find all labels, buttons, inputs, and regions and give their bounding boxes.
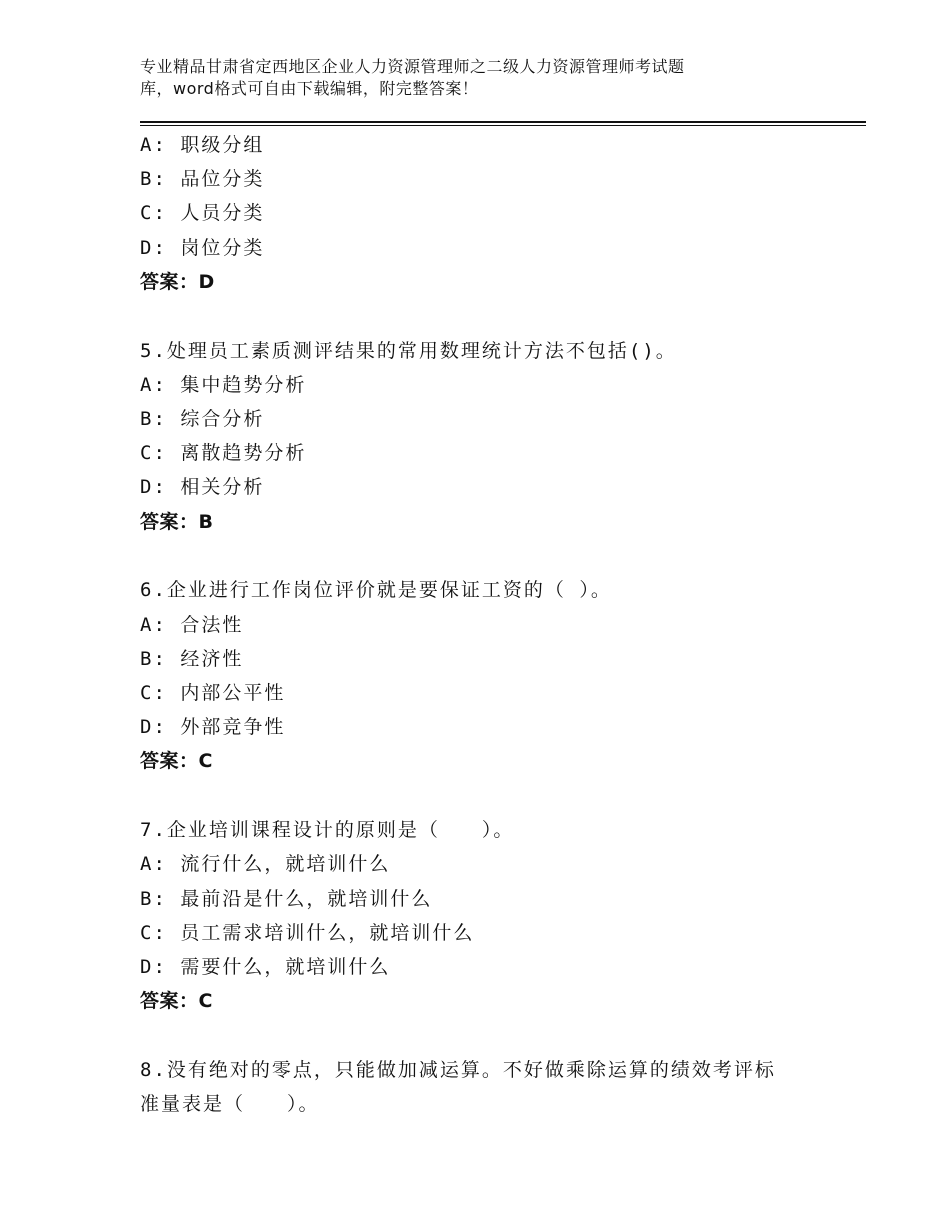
option-b: B: 经济性: [140, 647, 244, 670]
answer: 答案：B: [140, 510, 214, 533]
answer: 答案：C: [140, 990, 213, 1013]
option-a: A: 职级分组: [140, 134, 265, 156]
question-8: [140, 1053, 860, 1121]
question-5: [140, 334, 860, 539]
question-stem-line-2: 准量表是（ ）。: [140, 1093, 320, 1116]
header-title-line-2: 库，word格式可自由下载编辑，附完整答案！: [140, 79, 479, 98]
question-6: [140, 573, 860, 778]
answer: 答案：C: [140, 750, 213, 773]
option-a: A: 合法性: [140, 613, 244, 636]
question-4: [140, 128, 860, 299]
option-d: D: 岗位分类: [140, 236, 265, 259]
answer: 答案：D: [140, 270, 215, 293]
header-title-line-1: 专业精品甘肃省定西地区企业人力资源管理师之二级人力资源管理师考试题: [140, 57, 685, 76]
question-stem: 7.企业培训课程设计的原则是（ ）。: [140, 819, 515, 842]
option-c: C: 内部公平性: [140, 682, 286, 704]
spacer: [140, 1018, 860, 1053]
option-c: C: 离散趋势分析: [140, 442, 307, 465]
option-a: A: 集中趋势分析: [140, 373, 307, 396]
question-list: [140, 128, 860, 1121]
option-b: B: 最前沿是什么，就培训什么: [140, 887, 433, 910]
question-stem-line-1: 8.没有绝对的零点，只能做加减运算。不好做乘除运算的绩效考评标: [140, 1059, 776, 1082]
header-divider-thick: [140, 121, 866, 123]
question-stem: 6.企业进行工作岗位评价就是要保证工资的（ ）。: [140, 579, 612, 602]
question-7: [140, 813, 860, 1018]
option-a: A: 流行什么，就培训什么: [140, 853, 391, 876]
option-c: C: 人员分类: [140, 202, 265, 225]
option-b: B: 品位分类: [140, 168, 265, 191]
option-c: C: 员工需求培训什么，就培训什么: [140, 921, 475, 944]
option-d: D: 需要什么，就培训什么: [140, 956, 391, 978]
option-d: D: 外部竞争性: [140, 716, 286, 739]
spacer: [140, 539, 860, 574]
question-stem: 5.处理员工素质测评结果的常用数理统计方法不包括()。: [140, 339, 677, 362]
spacer: [140, 299, 860, 334]
option-b: B: 综合分析: [140, 408, 265, 430]
option-d: D: 相关分析: [140, 476, 265, 499]
header-divider-thin: [140, 125, 866, 126]
spacer: [140, 779, 860, 814]
document-header: [140, 56, 800, 100]
